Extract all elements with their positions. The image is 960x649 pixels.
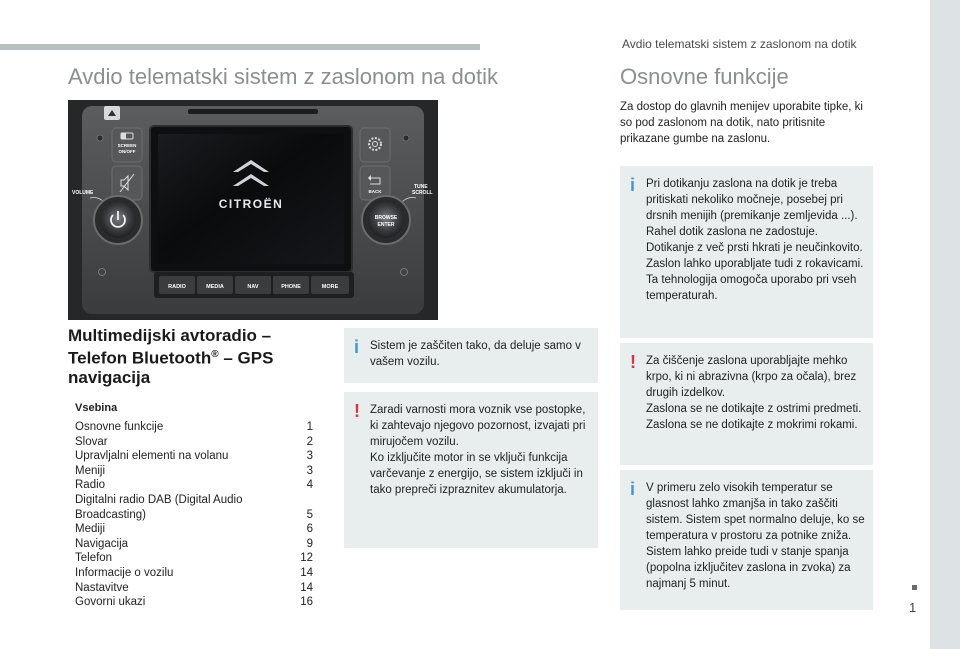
info-icon: i <box>354 337 360 357</box>
table-of-contents <box>75 420 313 610</box>
info-box-temperature <box>620 470 873 610</box>
subtitle-line-2a: Telefon Bluetooth <box>68 348 212 368</box>
brand-text: CITROËN <box>218 197 284 211</box>
warning-text: Za čiščenje zaslona uporabljajte mehko krpo, ki ni abrazivna (krpo za očala), brez drugih izdelkov. Zaslona se ne dotikajte z ostrimi predmeti. Zaslona se ne dotikajte z mokrimi rokami. <box>646 355 862 431</box>
toc-row[interactable] <box>75 464 313 479</box>
toc-row[interactable] <box>75 522 313 537</box>
info-text: V primeru zelo visokih temperatur se glasnost lahko zmanjša in tako zaščiti sistem. Sistem spet normalno deluje, ko se temperatura v prostoru za potnike zniža. Sistem lahko preide tudi v stanje spanja (popolna izključitev zaslona in zvoka) za najmanj 5 minut. <box>646 482 865 590</box>
toc-row[interactable] <box>75 435 313 450</box>
warning-box-cleaning <box>620 343 873 465</box>
browse-label: BROWSE <box>374 215 398 221</box>
toc-page: 16 <box>300 596 313 609</box>
toc-label: Navigacija <box>75 537 129 550</box>
toc-label: Telefon <box>75 552 113 565</box>
volume-label: VOLUME <box>72 190 94 196</box>
toc-row[interactable] <box>75 478 313 493</box>
back-button[interactable] <box>360 166 390 200</box>
top-rule <box>0 44 480 50</box>
toc-page: 3 <box>306 464 313 477</box>
toc-row[interactable] <box>75 537 313 552</box>
toc-row[interactable] <box>75 581 313 596</box>
toc-row[interactable] <box>75 551 313 566</box>
toc-page: 3 <box>306 450 313 463</box>
toc-label: Radio <box>75 479 106 492</box>
toc-row[interactable] <box>75 493 313 522</box>
toc-label: Informacije o vozilu <box>75 566 174 579</box>
toc-label: Nastavitve <box>75 581 129 594</box>
enter-label: ENTER <box>377 222 395 228</box>
continuation-marker <box>912 585 917 590</box>
page-title: Avdio telematski sistem z zaslonom na dotik <box>68 64 498 89</box>
toc-label: Govorni ukazi <box>75 596 146 609</box>
screen-onoff-label-1: SCREEN <box>117 143 137 148</box>
toc-label: Osnovne funkcije <box>75 421 164 433</box>
toc-row[interactable] <box>75 420 313 435</box>
head-unit-illustration <box>68 100 438 320</box>
back-label: BACK <box>368 189 382 194</box>
subtitle-line-3: navigacija <box>68 367 151 387</box>
info-icon: i <box>630 175 636 195</box>
page-edge-strip <box>930 0 960 649</box>
toc-page: 12 <box>300 552 313 565</box>
toc-label: Mediji <box>75 523 106 536</box>
tune-label-1: TUNE <box>414 184 428 190</box>
info-text: Pri dotikanju zaslona na dotik je treba pritiskati nekoliko močneje, posebej pri drsnih menijih (premikanje zemljevida ...). Rahel dotik zaslona ne zadostuje. Dotikanje z več prsti hkrati je neučinkovito. Zaslon lahko uporabljate tudi z rokavicami. Ta tehnologija omogoča uporabo pri vseh temperaturah. <box>646 178 864 302</box>
more-label: MORE <box>321 284 339 290</box>
toc-page: 4 <box>306 479 313 492</box>
warning-text: Zaradi varnosti mora voznik vse postopke, ki zahtevajo njegovo pozornost, izvajati pri mirujočem vozilu. Ko izključite motor in se vključi funkcija varčevanje z energijo, se sistem izključi in tako prepreči izpraznitev akumulatorja. <box>370 404 586 496</box>
radio-label: RADIO <box>168 284 186 290</box>
toc-page: 14 <box>300 581 313 594</box>
warning-icon: ! <box>630 352 636 372</box>
subtitle-line-1: Multimedijski avtoradio – <box>68 326 272 345</box>
screen-onoff-label-2: ON/OFF <box>118 149 136 154</box>
toc-page: 1 <box>306 421 313 433</box>
info-text: Sistem je zaščiten tako, da deluje samo v vašem vozilu. <box>370 340 581 368</box>
toc-page: 2 <box>306 435 313 448</box>
toc-row[interactable] <box>75 595 313 610</box>
warning-box-safety <box>344 392 598 548</box>
toc-page: 9 <box>306 537 313 550</box>
running-header: Avdio telematski sistem z zaslonom na dotik <box>622 37 857 51</box>
toc-page: 14 <box>300 566 313 579</box>
warning-icon: ! <box>354 401 360 421</box>
subtitle-line-2b: – GPS <box>218 348 274 368</box>
page-number: 1 <box>909 600 917 615</box>
media-label: MEDIA <box>206 284 224 290</box>
contents-heading: Vsebina <box>75 402 118 414</box>
info-icon: i <box>630 479 636 499</box>
toc-page: 5 <box>306 508 313 521</box>
toc-label: Upravljalni elementi na volanu <box>75 450 229 463</box>
section-subtitle <box>68 326 336 387</box>
nav-label: NAV <box>247 284 259 290</box>
section-title-basic-functions: Osnovne funkcije <box>620 64 789 89</box>
settings-button[interactable] <box>360 128 390 162</box>
tune-label-2: SCROLL <box>412 190 433 196</box>
info-box-protection <box>344 328 598 383</box>
toc-label: Digitalni radio DAB (Digital Audio Broadcasting) <box>75 493 243 521</box>
info-box-touch <box>620 166 873 338</box>
toc-page: 6 <box>306 523 313 536</box>
intro-paragraph: Za dostop do glavnih menijev uporabite tipke, ki so pod zaslonom na dotik, nato pritisnite prikazane gumbe na zaslonu. <box>620 101 863 145</box>
toc-label: Meniji <box>75 464 106 477</box>
toc-row[interactable] <box>75 449 313 464</box>
registered-mark: ® <box>211 349 219 360</box>
toc-row[interactable] <box>75 566 313 581</box>
phone-label: PHONE <box>281 284 301 290</box>
toc-label: Slovar <box>75 435 108 448</box>
head-unit-photo <box>68 100 438 320</box>
